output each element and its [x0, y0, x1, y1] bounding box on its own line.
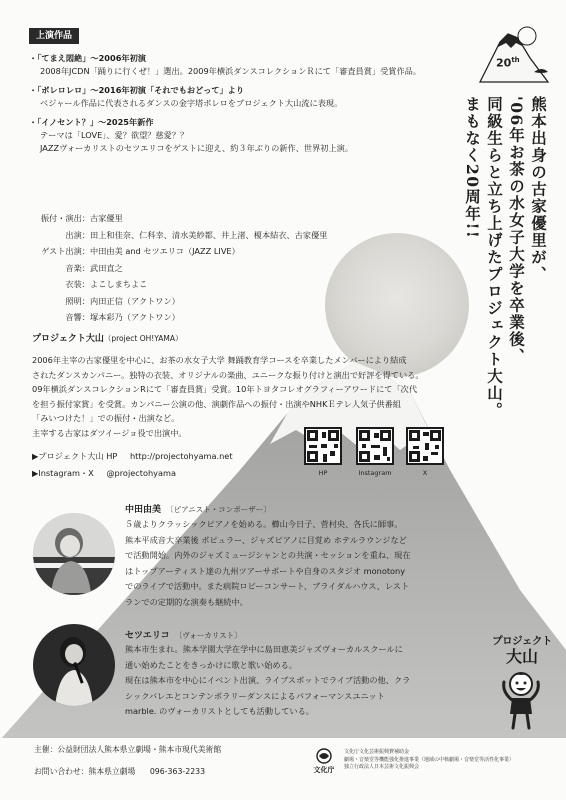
description-line: 09年横浜ダンスコレクションRにて「審査員賞」受賞。10年トヨタコレオグラフィーアワードにて「次代	[32, 384, 418, 394]
performer-name: セツエリコ	[125, 631, 170, 641]
description-line: を担う振付家賞」を受賞。カンパニー公演の他、演劇作品への振付・出演やNHKＥテレ人気子供番組	[32, 398, 401, 409]
bio-line: で活動開始。内外のジャズミュージシャンとの共演・セッションを重ね、現在	[125, 550, 411, 560]
pianist-header	[125, 501, 271, 516]
support-block	[344, 749, 514, 772]
anniversary-number: 20th	[496, 56, 520, 70]
qr-label-x: X	[422, 469, 428, 477]
performance-desc: ベジャール作品に代表されるダンスの金字塔ボレロをプロジェクト大山流に表現。	[40, 98, 343, 108]
contact-name: 熊本県立劇場	[88, 767, 136, 776]
sns-link-row	[32, 467, 176, 479]
bio-line: シックバレエとコンテンポラリーダンスによるパフォーマンスユニット	[125, 690, 385, 701]
project-logo	[486, 634, 558, 666]
performance-desc: テーマは「LOVE」、愛？欲望？慈愛？？	[40, 130, 189, 140]
organizer-label: 主催：	[34, 745, 58, 754]
description-line: されたダンスカンパニー。独特の衣装、オリジナルの楽曲、ユニークな振り付けと演出で好評を得ている。	[32, 369, 424, 380]
hp-link-row	[32, 450, 233, 462]
performer-role: 〔ピアニスト・コンポーザー〕	[166, 505, 271, 514]
sns-label: ▶Instagram・X	[32, 468, 94, 478]
credits	[28, 210, 327, 326]
pianist-photo	[33, 513, 115, 595]
credit-row: 振付・演出：古家優里	[40, 213, 123, 223]
agency-logo-icon	[316, 748, 332, 764]
bio-line: marble. のヴォーカリストとしても活動している。	[125, 706, 314, 716]
tagline-col-1: 熊本出身の古家優里が、	[529, 96, 548, 283]
bio-line: ランでの定期的な演奏も継続中。	[125, 596, 248, 607]
mascot-icon	[498, 670, 544, 730]
credit-row: 音楽：武田直之	[65, 262, 123, 273]
vocalist-photo	[33, 624, 115, 706]
bio-line: 熊本市生まれ。熊本学園大学在学中に島田恵美ジャズヴォーカルスクールに	[125, 644, 403, 654]
tagline-col-4: まもなく20周年!!	[463, 96, 482, 240]
credit-row: 衣装：よこしまちよこ	[65, 279, 148, 289]
instagram-qr-code[interactable]	[356, 427, 394, 465]
performance-list	[29, 52, 469, 155]
support-line: 劇場・音楽堂等機能強化推進事業（地域の中核劇場・音楽堂等活性化事業）	[344, 756, 515, 763]
vocalist-header	[125, 627, 242, 642]
contact-label: お問い合わせ：	[34, 767, 89, 776]
bio-line: はトップアーティスト達の九州ツアーサポートや自身のスタジオ monotony	[125, 565, 406, 576]
credit-row: 出演：田上和佳奈、仁科幸、清水美紗都、井上渚、榎本結衣、古家優里	[65, 229, 328, 240]
hp-label: ▶プロジェクト大山 HP	[32, 451, 118, 461]
description-line: 主宰する古家はダツイージョ役で出演中。	[32, 427, 187, 438]
bio-line: 現在は熊本市を中心にイベント出演、ライブスポットでライブ活動の他、クラ	[125, 675, 411, 685]
performer-role: 〔ヴォーカリスト〕	[174, 631, 242, 640]
performance-item	[29, 84, 469, 110]
qr-label-hp: HP	[318, 469, 328, 477]
description-line: 「みいつけた！」での振付・出演など。	[32, 413, 180, 423]
credit-row: ゲスト出演：中田由美 and セツエリコ（JAZZ LIVE）	[41, 246, 240, 256]
tagline-col-2: '06年お茶の水女子大学を卒業後、	[507, 96, 526, 365]
vocalist-bio	[125, 642, 410, 720]
performance-title: ・「ボレロレロ」～2016年初演「それでもおどって」より	[29, 85, 245, 95]
section-badge: 上演作品	[29, 28, 79, 44]
contact-row	[34, 766, 205, 778]
logo-line-1: プロジェクト	[492, 635, 552, 647]
sns-handle[interactable]: @projectohyama	[106, 468, 177, 478]
project-heading: プロジェクト大山（project OH!YAMA）	[32, 334, 183, 344]
hp-qr-code[interactable]	[304, 427, 342, 465]
project-section	[32, 333, 183, 345]
performance-title: ・「イノセント？」～2025年新作	[29, 117, 154, 127]
performer-name: 中田由美	[125, 505, 162, 515]
logo-line-2: 大山	[505, 647, 538, 666]
bio-line: 通い始めたことをきっかけに歌と歌い始める。	[125, 659, 297, 670]
agency-name: 文化庁	[313, 766, 335, 774]
performance-title: ・「てまえ悶絶」～2006年初演	[29, 53, 146, 63]
performance-desc: 2008年JCDN「踊りに行くぜ！」選出。2009年横浜ダンスコレクションＲにて「審査員賞」受賞作品。	[40, 66, 422, 76]
x-qr-code[interactable]	[406, 427, 444, 465]
tagline-col-3: 同級生らと立ち上げたプロジェクト大山。	[485, 96, 504, 419]
description-line: 2006年主宰の古家優里を中心に、お茶の水女子大学 舞踊教育学コースを卒業したメンバーにより結成	[32, 355, 407, 365]
credit-row: 照明：内田正信（アクトワン）	[65, 295, 180, 306]
organizer-name: 公益財団法人熊本県立劇場・熊本市現代美術館	[57, 745, 222, 754]
bio-line: でのライブで活動中。また病院ロビーコンサート、ブライダルハウス、レスト	[125, 581, 410, 591]
performance-desc: JAZZヴォーカリストのセツエリコをゲストに迎え、約３年ぶりの新作、世界初上演。	[40, 143, 354, 153]
organizer-row	[34, 744, 221, 756]
qr-label-instagram: Instagram	[358, 469, 392, 477]
support-line: 文化庁文化芸術振興費補助金	[344, 749, 410, 755]
hp-url[interactable]: http://projectohyama.net	[129, 451, 233, 461]
bio-line: 熊本平成音大卒業後 ポピュラー、ジャズピアノに目覚め ホテルラウンジなど	[125, 534, 407, 545]
support-line: 独立行政法人日本芸術文化振興会	[344, 764, 420, 770]
pianist-bio	[125, 517, 411, 610]
credit-row: 音響：塚本彩乃（アクトワン）	[65, 312, 180, 322]
performance-item	[29, 116, 469, 155]
contact-phone[interactable]: 096-363-2233	[149, 767, 206, 776]
performance-item	[29, 52, 469, 78]
bio-line: ５歳よりクラッシックピアノを始める。櫛山今日子、菅村央、各氏に師事。	[125, 519, 403, 529]
anniversary-mountain-icon	[478, 22, 550, 84]
